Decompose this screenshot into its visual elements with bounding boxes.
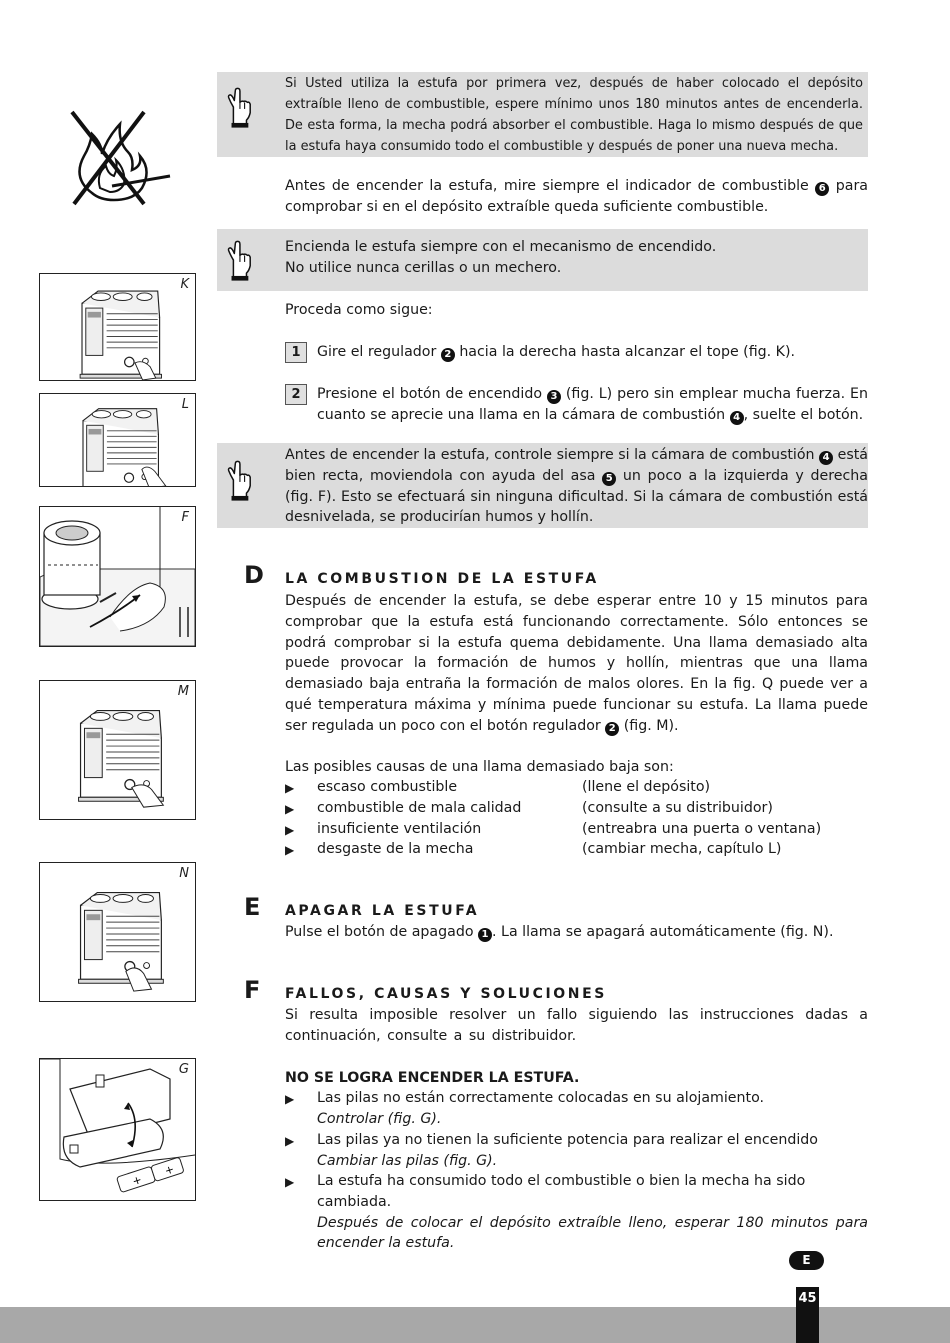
first-use-note: [217, 72, 868, 157]
figure-k-label: K: [180, 277, 189, 292]
figure-g-label: G: [178, 1062, 189, 1077]
figure-f: [39, 506, 196, 647]
step-1-text: Gire el regulador 2 hacia la derecha hasta alcanzar el tope (fig. K).: [317, 344, 796, 360]
page-number: 45: [796, 1287, 819, 1343]
figure-m: [39, 680, 196, 820]
bullet-arrow-icon: ▶: [285, 1175, 295, 1189]
figure-m-label: M: [177, 684, 189, 699]
heater-illustration-m: [40, 681, 195, 819]
pointing-hand-icon: [225, 459, 253, 503]
bullet-arrow-icon: ▶: [285, 781, 295, 795]
pointing-hand-icon: [225, 86, 253, 130]
combustion-chamber-illustration: [40, 507, 195, 646]
fault-item: ▶ Las pilas ya no tienen la suficiente potencia para realizar el encendido Cambiar las pilas (fig. G).: [285, 1132, 818, 1169]
figure-n: [39, 862, 196, 1002]
callout-4: 4: [730, 411, 744, 425]
low-flame-causes-intro: Las posibles causas de una llama demasiado baja son:: [285, 759, 674, 775]
heater-illustration-n: [40, 863, 195, 1001]
bullet-arrow-icon: ▶: [285, 822, 295, 837]
callout-5: 5: [602, 472, 616, 486]
ignition-note: [217, 229, 868, 291]
figure-g: [39, 1058, 196, 1201]
language-badge: E: [789, 1251, 824, 1270]
bullet-arrow-icon: ▶: [285, 1092, 295, 1106]
battery-compartment-illustration: [40, 1059, 195, 1200]
section-f-subhead: NO SE LOGRA ENCENDER LA ESTUFA.: [285, 1070, 580, 1086]
section-e-body: Pulse el botón de apagado 1 . La llama se apagará automáticamente (fig. N).: [285, 924, 834, 940]
callout-2: 2: [605, 722, 619, 736]
fault-item: ▶ La estufa ha consumido todo el combustible o bien la mecha ha sido cambiada. Después de colocar el depósito extraíble lleno, esperar 180 minutos para encender la estufa.: [285, 1173, 868, 1252]
cause-item: ▶ desgaste de la mecha (cambiar mecha, capítulo L): [285, 839, 868, 860]
figure-k: [39, 273, 196, 381]
callout-6: 6: [815, 182, 829, 196]
step-2-text: Presione el botón de encendido 3 (fig. L) pero sin emplear mucha fuerza. En cuanto se aprecie una llama en la cámara de combustión 4 , suelte el botón.: [317, 386, 869, 423]
low-flame-causes-list: [285, 777, 868, 860]
section-f-letter: F: [244, 976, 261, 1004]
figure-l-label: L: [181, 397, 189, 412]
figure-n-label: N: [179, 866, 189, 881]
fault-item: ▶ Las pilas no están correctamente colocadas en su alojamiento. Controlar (fig. G).: [285, 1090, 765, 1127]
no-open-flame-icon: [62, 108, 174, 208]
combustion-chamber-note: [217, 443, 868, 528]
fuel-indicator-paragraph: Antes de encender la estufa, mire siempre el indicador de combustible 6 para comprobar si en el depósito extraíble queda suficiente combustible.: [285, 178, 868, 215]
combustion-chamber-note-text: Antes de encender la estufa, controle siempre si la cámara de combustión 4 está bien recta, moviendola con ayuda del asa 5 un poco a la izquierda y derecha (fig. F). Esto se efectuará sin ninguna dificultad. Si la cámara de combustión está desnivelada, se producirían humos y hollín.: [285, 447, 868, 526]
step-1-number: 1: [285, 342, 307, 363]
section-f-intro: Si resulta imposible resolver un fallo siguiendo las instrucciones dadas a continuación, consulte a su distribuidor.: [285, 1007, 868, 1044]
section-f-title: FALLOS, CAUSAS Y SOLUCIONES: [285, 986, 607, 1002]
bullet-arrow-icon: ▶: [285, 1134, 295, 1148]
cause-item: ▶ combustible de mala calidad (consulte a su distribuidor): [285, 798, 868, 819]
section-e-letter: E: [244, 893, 261, 921]
section-d-title: LA COMBUSTION DE LA ESTUFA: [285, 571, 599, 587]
callout-2: 2: [441, 348, 455, 362]
ignition-note-line2: No utilice nunca cerillas o un mechero.: [285, 260, 562, 276]
section-d-letter: D: [244, 561, 264, 589]
figure-f-label: F: [181, 510, 189, 525]
bullet-arrow-icon: ▶: [285, 843, 295, 858]
figure-l: [39, 393, 196, 487]
callout-4: 4: [819, 451, 833, 465]
heater-illustration-k: [40, 274, 195, 380]
step-2-number: 2: [285, 384, 307, 405]
cause-item: ▶ insuficiente ventilación (entreabra una puerta o ventana): [285, 819, 868, 840]
cause-item: ▶ escaso combustible (llene el depósito): [285, 777, 868, 798]
svg-text:+: +: [130, 1173, 144, 1189]
section-d-body: Después de encender la estufa, se debe esperar entre 10 y 15 minutos para comprobar que la estufa está funcionando correctamente. Sólo entonces se podrá comprobar si la estufa quema debidamente. Una llama demasiado alta puede provocar la formación de humos y hollín, mientras que una llama demasiado baja entraña la formación de malos olores. En la fig. Q puede ver a qué temperatura máxima y mínima puede funcionar su estufa. La llama puede ser regulada un poco con el botón regulador 2 (fig. M).: [285, 593, 868, 734]
proceed-label: Proceda como sigue:: [285, 302, 433, 318]
svg-text:+: +: [163, 1162, 176, 1178]
section-e-title: APAGAR LA ESTUFA: [285, 903, 480, 919]
callout-3: 3: [547, 390, 561, 404]
ignition-note-line1: Encienda le estufa siempre con el mecanismo de encendido.: [285, 239, 717, 255]
callout-1: 1: [478, 928, 492, 942]
bullet-arrow-icon: ▶: [285, 801, 295, 816]
pointing-hand-icon: [225, 239, 253, 283]
heater-illustration-l: [40, 394, 195, 486]
first-use-note-text: Si Usted utiliza la estufa por primera vez, después de haber colocado el depósito extraíble lleno de combustible, espere mínimo unos 180 minutos antes de encenderla. De esta forma, la mecha podrá absorber el combustible. Haga lo mismo después de que la estufa haya consumido todo el combustible y después de poner una nueva mecha.: [285, 76, 863, 154]
